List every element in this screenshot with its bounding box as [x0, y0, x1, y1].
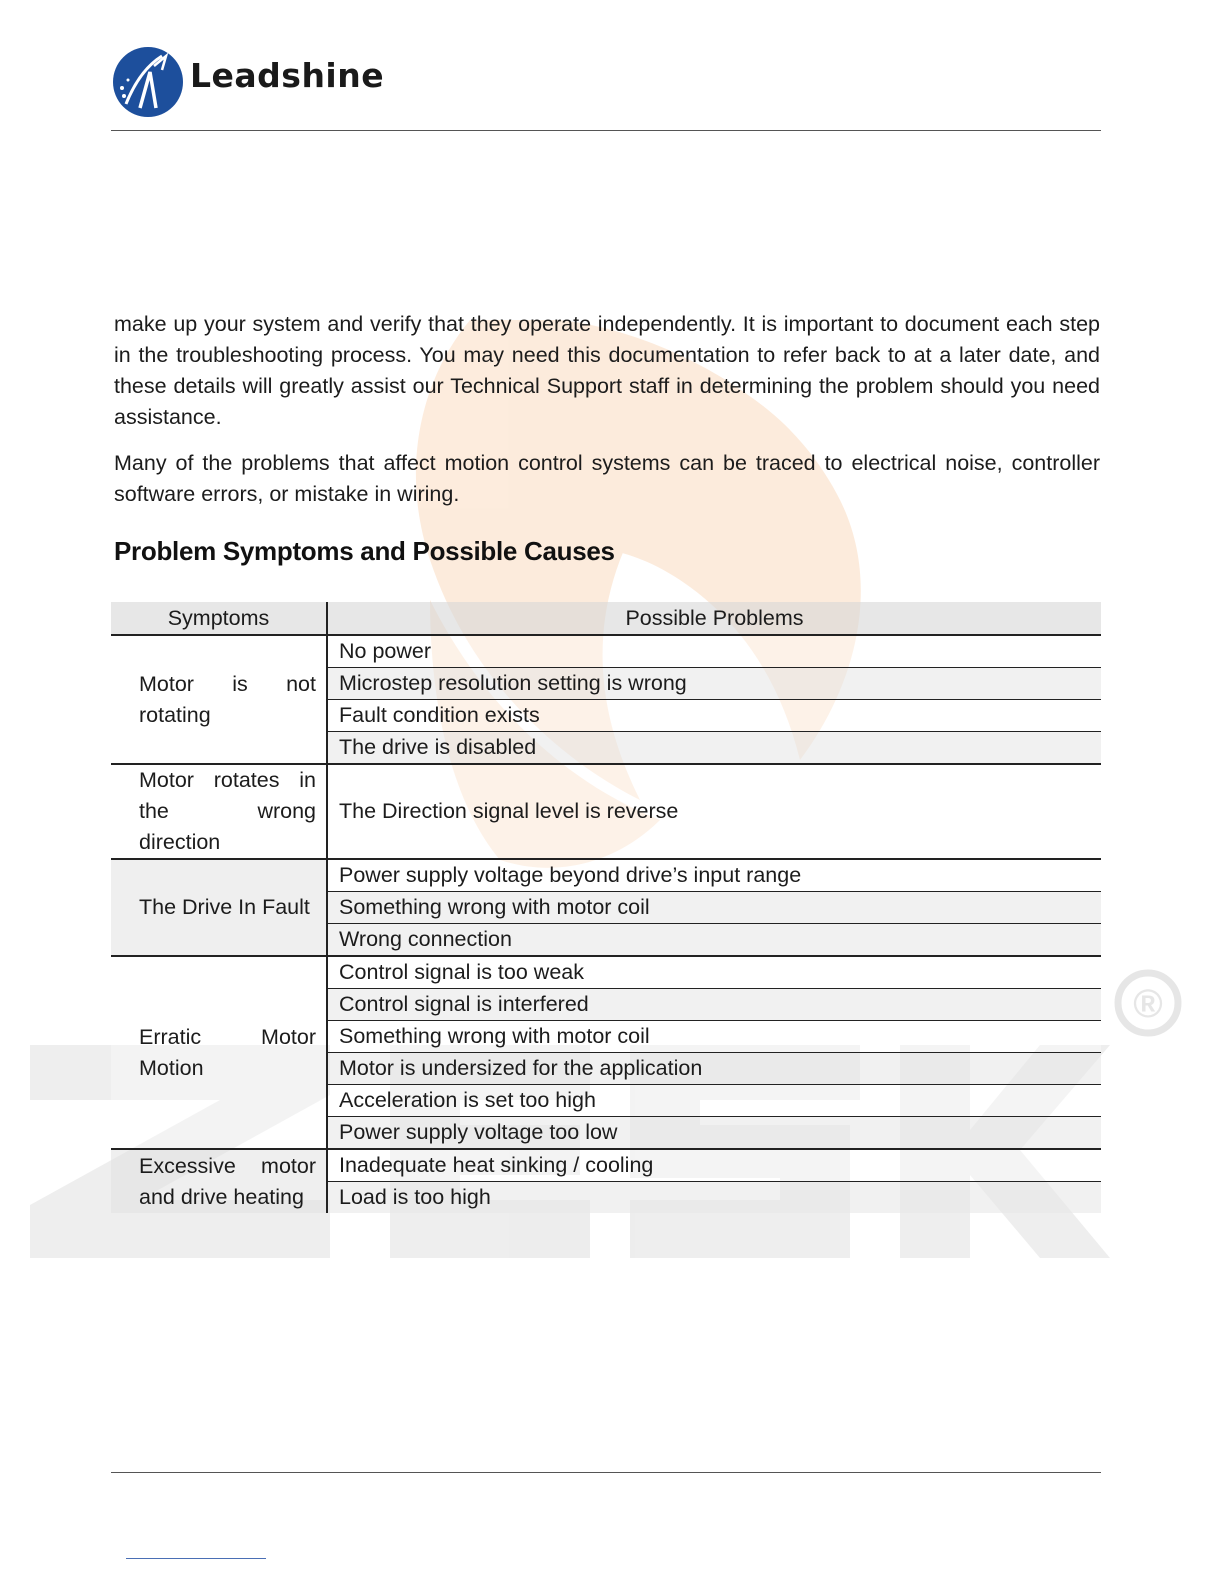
header-divider [111, 130, 1101, 131]
table-header-row [111, 602, 1101, 635]
troubleshooting-table [111, 602, 1101, 1213]
problem-cell: Microstep resolution setting is wrong [327, 668, 1101, 700]
problem-cell: Load is too high [327, 1182, 1101, 1214]
problem-cell: The drive is disabled [327, 732, 1101, 765]
table-row [111, 635, 1101, 668]
registered-mark-text: ® [1133, 982, 1163, 1026]
problem-cell: Wrong connection [327, 924, 1101, 957]
footer-link-underline [126, 1558, 266, 1559]
problem-cell: Motor is undersized for the application [327, 1053, 1101, 1085]
registered-mark [1118, 973, 1178, 1033]
header-symptoms: Symptoms [111, 602, 327, 635]
symptom-cell: Erratic Motor Motion [111, 956, 327, 1149]
table-row [111, 1149, 1101, 1182]
table-row [111, 859, 1101, 892]
footer-divider [111, 1472, 1101, 1473]
noise-paragraph: Many of the problems that affect motion control systems can be traced to electrical noise, controller software errors, or mistake in wiring. [114, 451, 1100, 506]
problem-cell: Acceleration is set too high [327, 1085, 1101, 1117]
problem-cell: Inadequate heat sinking / cooling [327, 1149, 1101, 1182]
table-row [111, 764, 1101, 859]
symptom-cell: The Drive In Fault [111, 859, 327, 956]
symptom-cell: Motor is not rotating [111, 635, 327, 764]
problem-cell: Control signal is interfered [327, 989, 1101, 1021]
problem-cell: Something wrong with motor coil [327, 892, 1101, 924]
problem-cell: Power supply voltage too low [327, 1117, 1101, 1150]
symptom-cell: Excessive motor and drive heating [111, 1149, 327, 1213]
problem-cell: Fault condition exists [327, 700, 1101, 732]
problem-cell: Power supply voltage beyond drive’s input range [327, 859, 1101, 892]
brand-name: Leadshine [190, 56, 385, 95]
symptom-cell: Motor rotates in the wrong direction [111, 764, 327, 859]
problem-cell: The Direction signal level is reverse [327, 764, 1101, 859]
problem-cell: Control signal is too weak [327, 956, 1101, 989]
problem-cell: Something wrong with motor coil [327, 1021, 1101, 1053]
header-possible-problems: Possible Problems [327, 602, 1101, 635]
table-row [111, 956, 1101, 989]
problem-cell: No power [327, 635, 1101, 668]
section-title: Problem Symptoms and Possible Causes [114, 536, 615, 566]
intro-paragraph: make up your system and verify that they operate independently. It is important to document each step in the troubleshooting process. You may need this documentation to refer back to at a later date, and these details will greatly assist our Technical Support staff in determining the problem should you need assistance. [114, 312, 1100, 429]
